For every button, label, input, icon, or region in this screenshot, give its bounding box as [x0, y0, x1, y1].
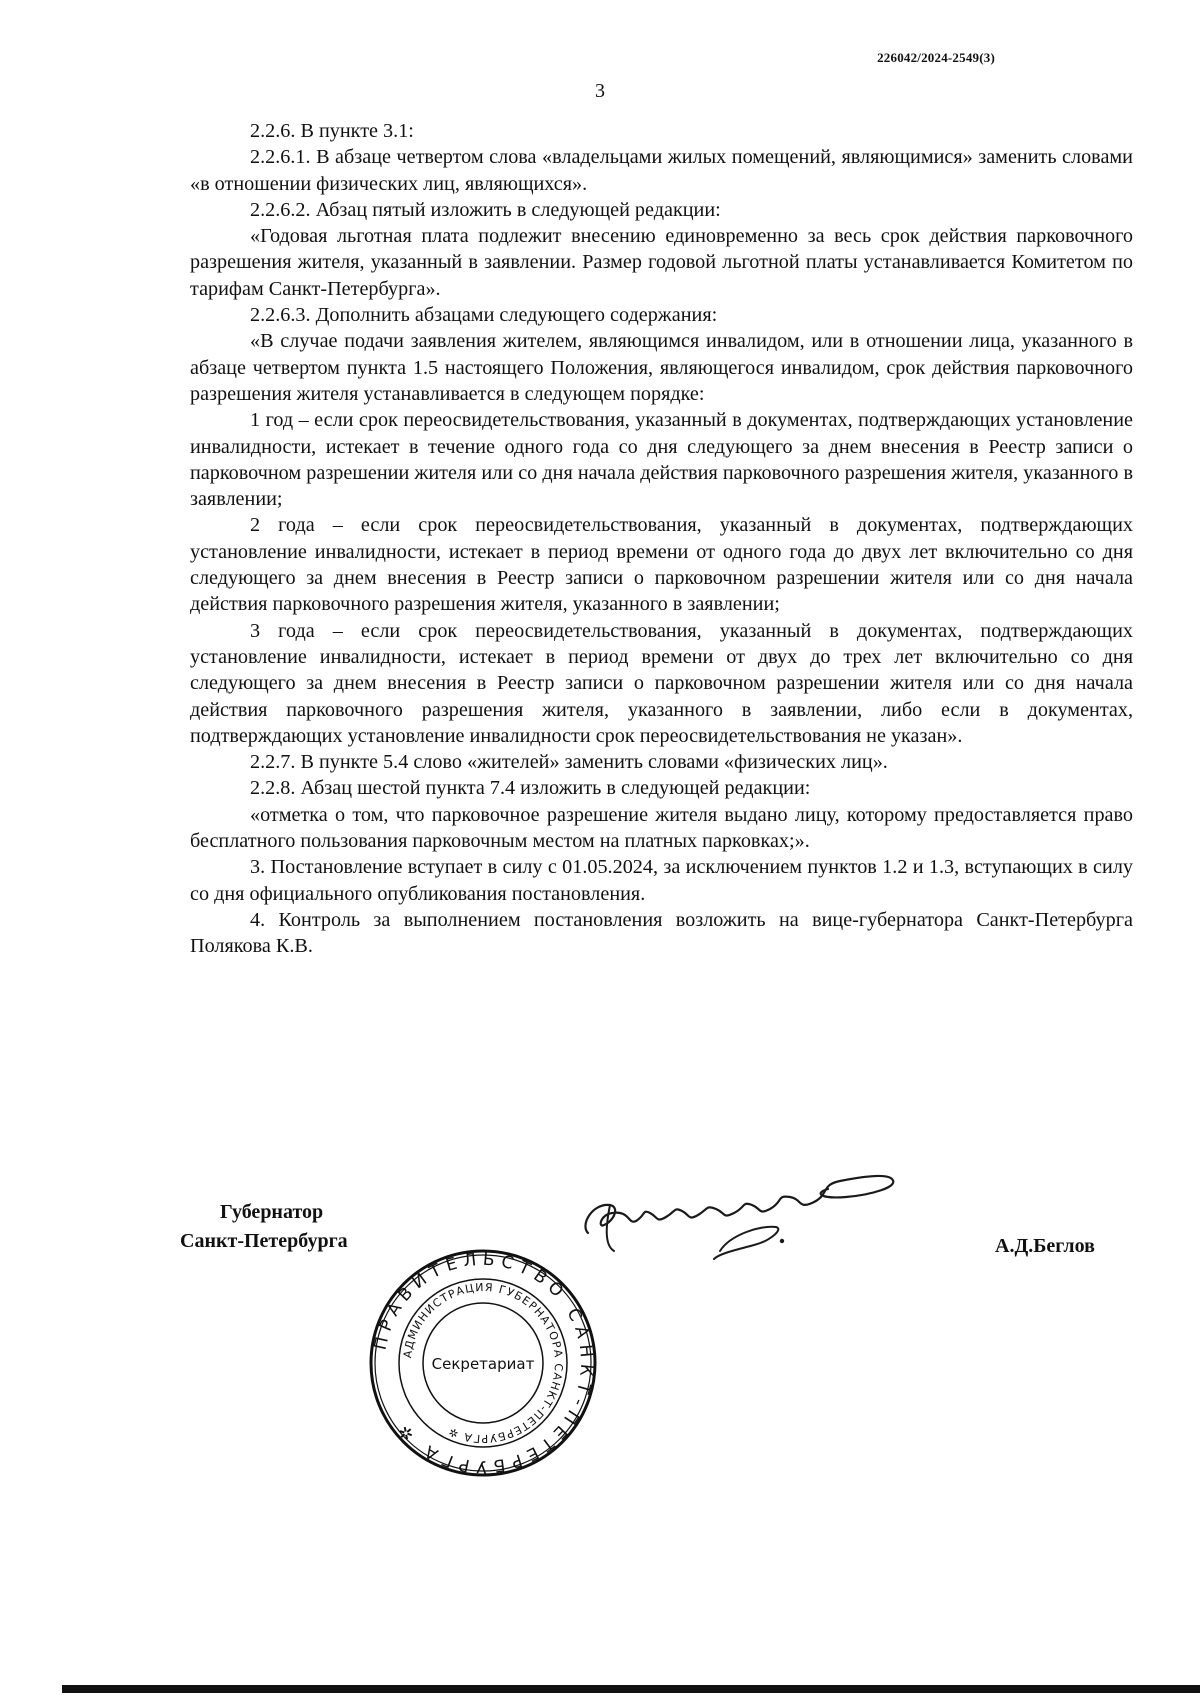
paragraph-2-2-6-1: 2.2.6.1. В абзаце четвертом слова «владельцами жилых помещений, являющимися» заменить словами «в отношении физических лиц, являющихся».	[190, 146, 1133, 195]
quote-disabled-applicant: «В случае подачи заявления жителем, являющимся инвалидом, или в отношении лица, указанного в абзаце четвертом пункта 1.5 настоящего Положения, являющегося инвалидом, срок действия парковочного разрешения жителя устанавливается в следующем порядке:	[190, 330, 1133, 405]
term-two-years: 2 года – если срок переосвидетельствования, указанный в документах, подтверждающих установление инвалидности, истекает в период времени от одного года до двух лет включительно со дня следующего за днем внесения в Реестр записи о парковочном разрешении жителя или со дня начала действия парковочного разрешения жителя, указанного в заявлении;	[190, 514, 1133, 616]
paragraph-3-effective-date: 3. Постановление вступает в силу с 01.05.2024, за исключением пунктов 1.2 и 1.3, вступающих в силу со дня официального опубликования постановления.	[190, 856, 1133, 905]
page-bottom-rule	[62, 1685, 1200, 1693]
paragraph-2-2-6-3: 2.2.6.3. Дополнить абзацами следующего содержания:	[250, 304, 718, 327]
official-seal-stamp	[368, 1248, 598, 1478]
paragraph-2-2-6-2: 2.2.6.2. Абзац пятый изложить в следующей редакции:	[250, 198, 721, 221]
signatory-title: Губернатор	[220, 1201, 324, 1223]
paragraph-4-control: 4. Контроль за выполнением постановления возложить на вице-губернатора Санкт-Петербурга Полякова К.В.	[190, 908, 1133, 958]
svg-text:АДМИНИСТРАЦИЯ ГУБЕРНАТОРА САНК: АДМИНИСТРАЦИЯ ГУБЕРНАТОРА САНКТ-ПЕТЕРБУРГА ✲	[401, 1280, 566, 1446]
quote-annual-fee: «Годовая льготная плата подлежит внесению единовременно за весь срок действия парковочного разрешения жителя, указанный в заявлении. Размер годовой льготной платы устанавливается Комитетом по тарифам Санкт-Петербурга».	[190, 225, 1133, 300]
svg-text:ПРАВИТЕЛЬСТВО САНКТ-ПЕТЕРБУРГА: ПРАВИТЕЛЬСТВО САНКТ-ПЕТЕРБУРГА ✲	[370, 1249, 597, 1477]
document-body	[190, 118, 1133, 960]
signatory-name: А.Д.Беглов	[995, 1235, 1095, 1257]
term-three-years: 3 года – если срок переосвидетельствования, указанный в документах, подтверждающих установление инвалидности, истекает в период времени от двух до трех лет включительно со дня следующего за днем внесения в Реестр записи о парковочном разрешении жителя или со дня начала действия парковочного разрешения жителя, указанного в заявлении, либо если в документах, подтверждающих установление инвалидности срок переосвидетельствования не указан».	[190, 619, 1133, 747]
page-number: 3	[595, 80, 605, 102]
quote-free-parking: «отметка о том, что парковочное разрешение жителя выдано лицу, которому предоставляется право бесплатного пользования парковочным местом на платных парковках;».	[190, 803, 1133, 853]
signatory-city: Санкт-Петербурга	[180, 1230, 348, 1252]
svg-text:Секретариат: Секретариат	[431, 1355, 535, 1373]
paragraph-2-2-8: 2.2.8. Абзац шестой пункта 7.4 изложить в следующей редакции:	[250, 777, 811, 800]
term-one-year: 1 год – если срок переосвидетельствования, указанный в документах, подтверждающих установление инвалидности, истекает в течение одного года со дня следующего за днем внесения в Реестр записи о парковочном разрешении жителя или со дня начала действия парковочного разрешения жителя, указанного в заявлении;	[190, 409, 1133, 511]
document-registration-number: 226042/2024-2549(3)	[877, 50, 995, 65]
paragraph-2-2-6: 2.2.6. В пункте 3.1:	[250, 120, 414, 142]
handwritten-signature	[570, 1155, 910, 1265]
paragraph-2-2-7: 2.2.7. В пункте 5.4 слово «жителей» заменить словами «физических лиц».	[250, 751, 888, 774]
